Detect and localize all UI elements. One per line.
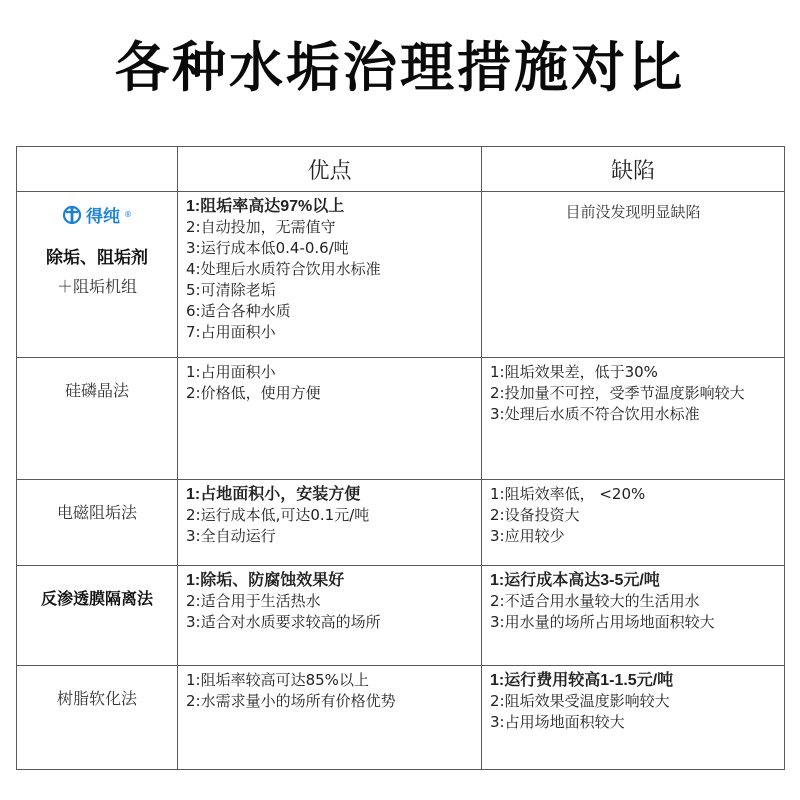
header-row [17,147,785,192]
disadvantages-cell [482,566,785,666]
table-row [17,566,785,666]
list-item: 5:可清除老垢 [186,281,276,299]
method-cell [17,666,178,770]
list-item: 3:处理后水质不符合饮用水标准 [490,405,700,423]
method-cell [17,358,178,480]
list-item: 3:全自动运行 [186,527,276,545]
method-name: 硅磷晶法 [64,381,129,400]
brand-logo [18,202,176,227]
method-subname: ＋阻垢机组 [56,277,137,296]
list-item: 2:运行成本低,可达0.1元/吨 [186,506,370,524]
header-disadvantages: 缺陷 [482,147,785,192]
method-cell [17,566,178,666]
advantages-cell [178,192,482,358]
list-item: 1:占地面积小，安装方便 [186,486,361,503]
list-item: 1:阻垢效果差，低于30% [490,363,658,381]
method-name: 树脂软化法 [56,689,137,708]
table-row [17,480,785,566]
list-item: 3:运行成本低0.4-0.6/吨 [186,239,349,257]
brand-name: 得纯 [86,207,120,227]
advantages-cell [178,566,482,666]
list-item: 2:水需求量小的场所有价格优势 [186,692,396,710]
method-name: 反渗透膜隔离法 [40,589,153,608]
header-method-cell [17,147,178,192]
no-defect-note: 目前没发现明显缺陷 [565,203,701,221]
table-row [17,358,785,480]
disadvantages-cell [482,358,785,480]
advantages-cell [178,666,482,770]
list-item: 2:价格低，使用方便 [186,384,321,402]
water-drop-icon [62,205,82,225]
disadvantages-cell [482,666,785,770]
list-item: 2:设备投资大 [490,506,580,524]
brand-reg-mark: ® [124,210,132,219]
list-item: 2:投加量不可控，受季节温度影响较大 [490,384,745,402]
list-item: 1:除垢、防腐蚀效果好 [186,572,345,589]
disadvantages-cell [482,192,785,358]
list-item: 1:阻垢率较高可达85%以上 [186,671,369,689]
page-title: 各种水垢治理措施对比 [115,36,685,99]
list-item: 2:自动投加，无需值守 [186,218,336,236]
table-row [17,192,785,358]
list-item: 2:适合用于生活热水 [186,592,321,610]
method-name: 电磁阻垢法 [56,503,137,522]
comparison-table [16,146,785,770]
list-item: 2:不适合用水量较大的生活用水 [490,592,700,610]
list-item: 7:占用面积小 [186,323,276,341]
header-advantages: 优点 [178,147,482,192]
list-item: 3:适合对水质要求较高的场所 [186,613,381,631]
disadvantages-cell [482,480,785,566]
list-item: 1:阻垢效率低， <20% [490,485,646,503]
advantages-cell [178,480,482,566]
advantages-cell [178,358,482,480]
list-item: 4:处理后水质符合饮用水标准 [186,260,381,278]
list-item: 2:阻垢效果受温度影响较大 [490,692,670,710]
table-row [17,666,785,770]
list-item: 1:运行成本高达3-5元/吨 [490,572,660,589]
list-item: 3:应用较少 [490,527,565,545]
method-cell [17,480,178,566]
list-item: 1:占用面积小 [186,363,276,381]
list-item: 3:占用场地面积较大 [490,713,625,731]
method-name: 除垢、阻垢剂 [46,248,148,268]
list-item: 6:适合各种水质 [186,302,291,320]
list-item: 1:运行费用较高1-1.5元/吨 [490,672,674,689]
list-item: 3:用水量的场所占用场地面积较大 [490,613,715,631]
list-item: 1:阻垢率高达97%以上 [186,198,345,215]
method-cell [17,192,178,358]
